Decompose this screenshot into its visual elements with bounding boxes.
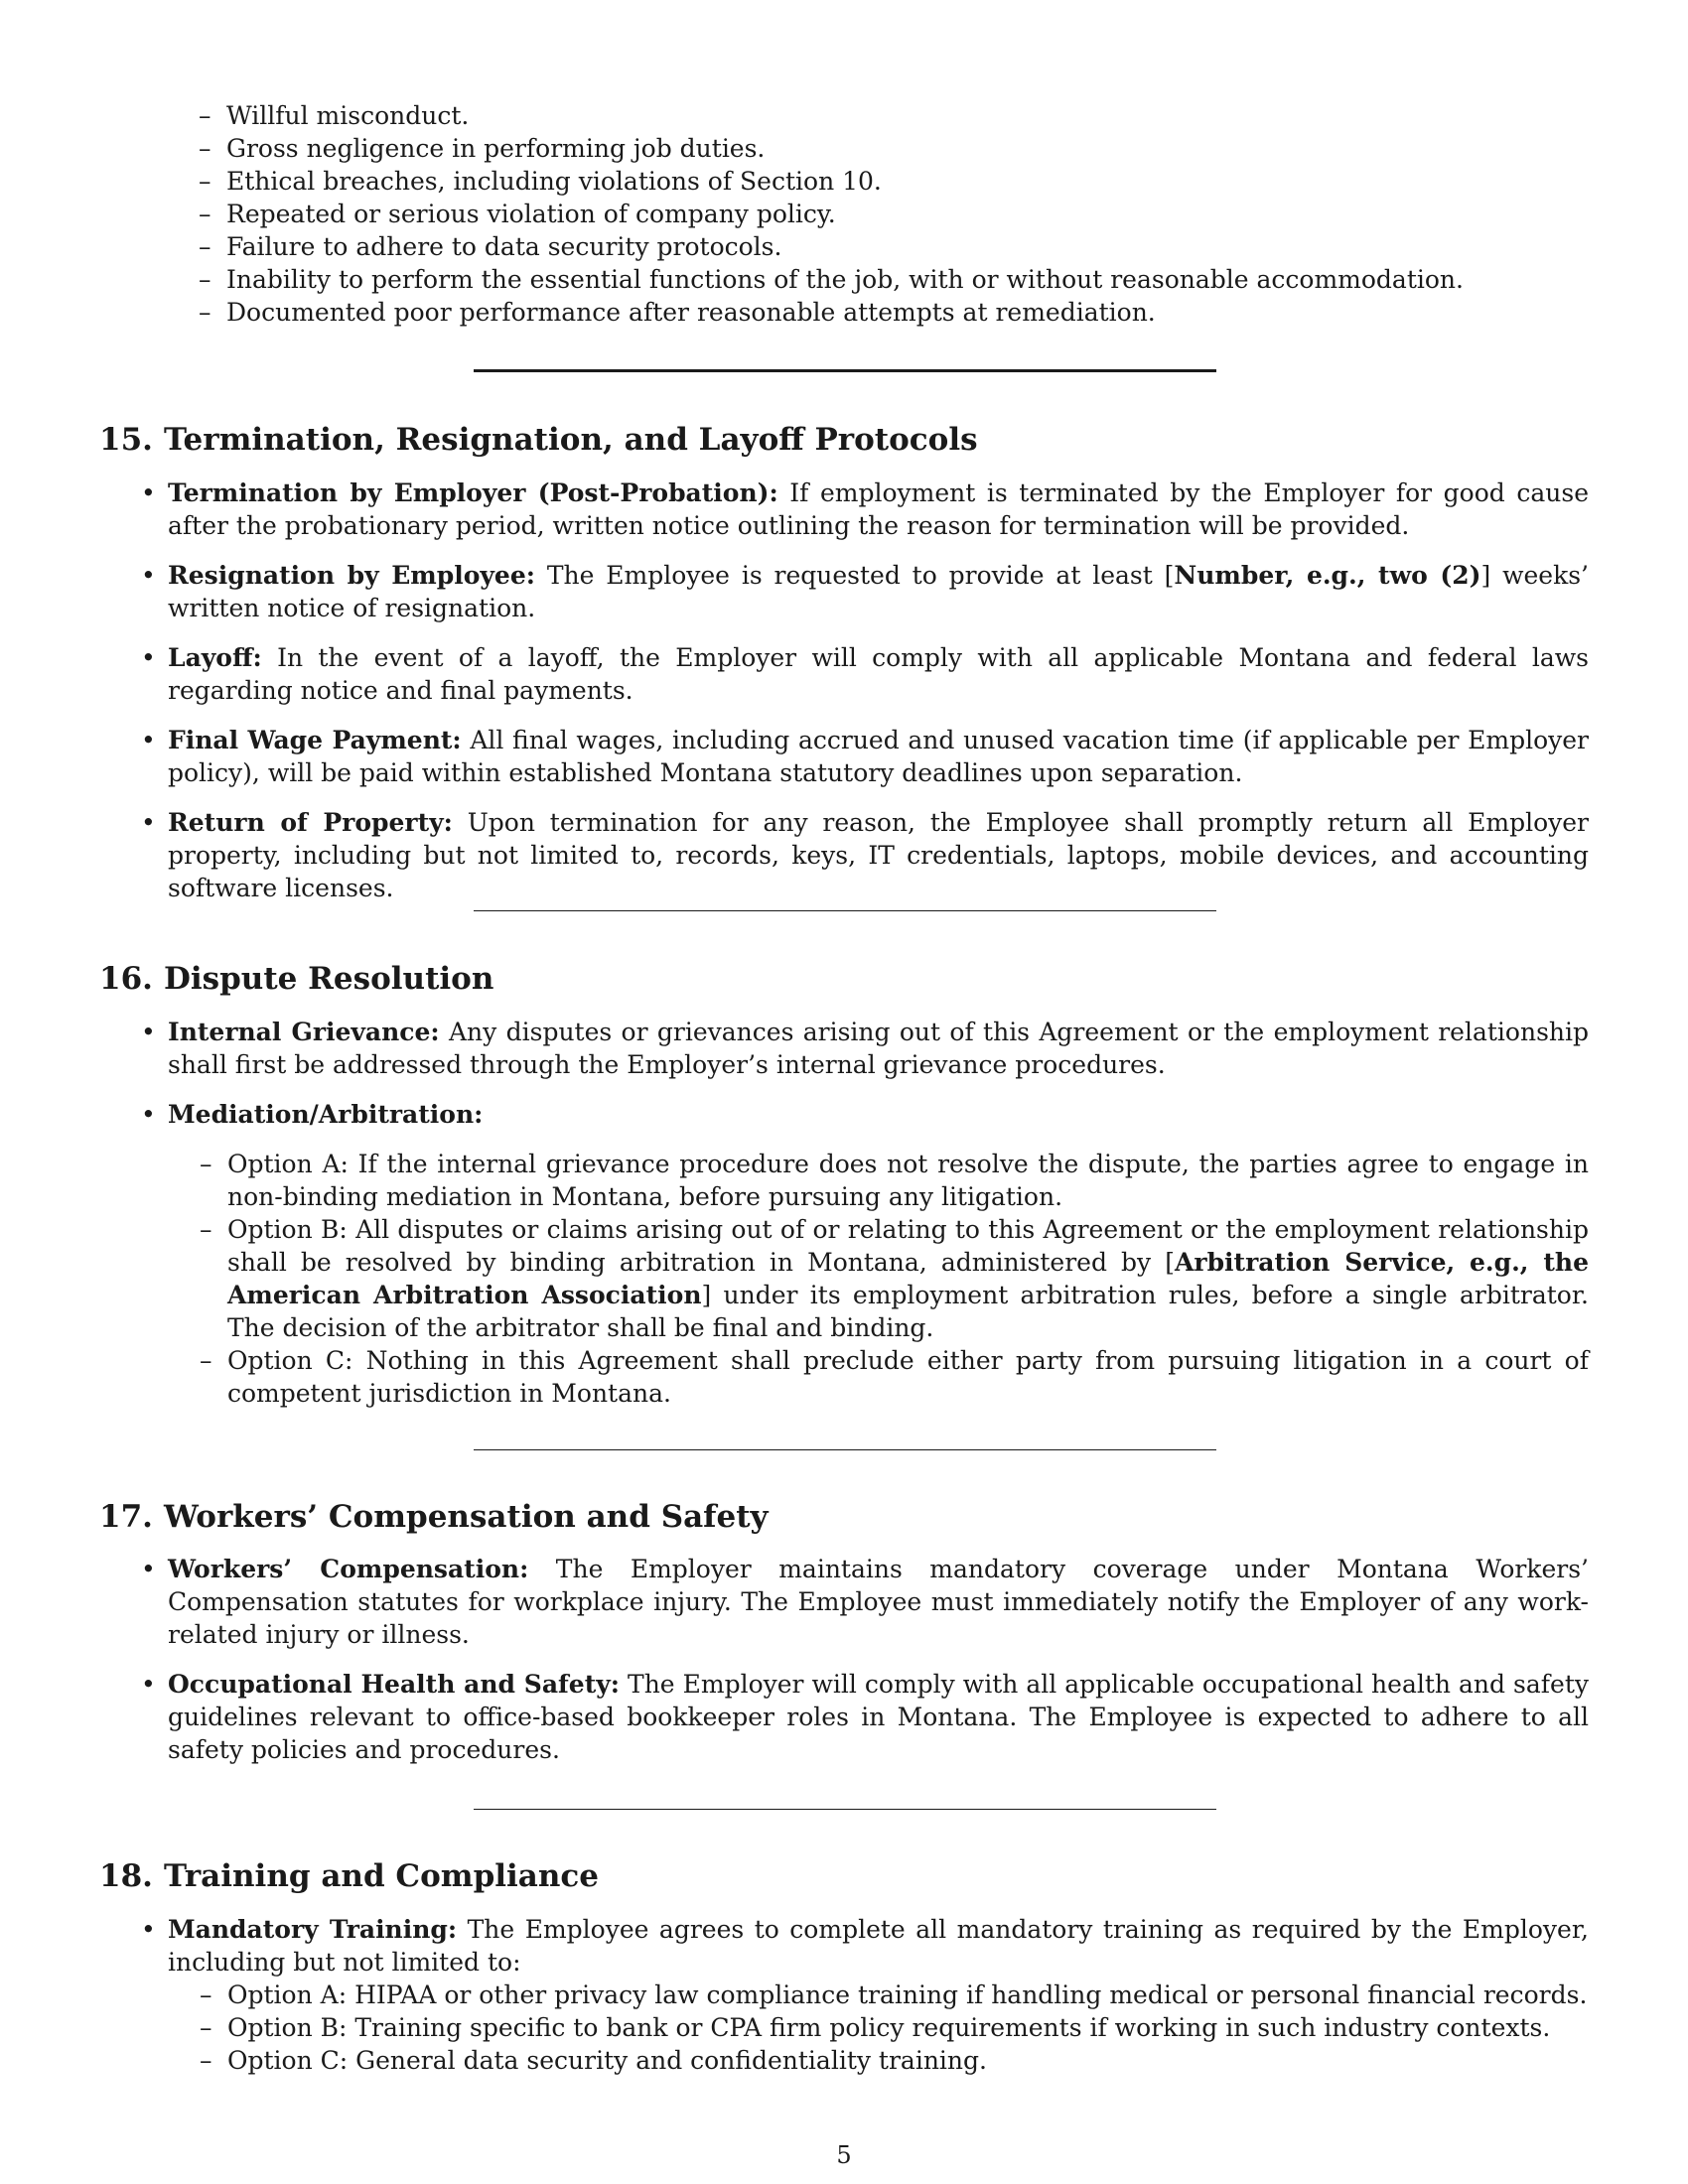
list-item: [168, 641, 1589, 707]
section-17-list: [99, 1553, 1589, 1783]
section-title: Workers’ Compensation and Safety: [164, 1499, 769, 1535]
training-options: [168, 1979, 1589, 2077]
list-item: [168, 559, 1589, 624]
section-divider: [474, 910, 1216, 911]
item-label: Occupational Health and Safety:: [168, 1670, 621, 1699]
section-divider: [474, 1449, 1216, 1450]
item-label: Return of Property:: [168, 808, 453, 837]
page-number: 5: [836, 2141, 852, 2169]
option-item: – Option B: Training specific to bank or CPA firm policy requirements if working in such industry contexts.: [227, 2011, 1589, 2044]
section-18-list: [99, 1913, 1589, 2094]
item-text: Any disputes or grievances arising out of this Agreement or the employment relationship shall first be addressed through the Employer’s internal grievance procedures.: [168, 1018, 1589, 1079]
item-text: In the event of a layoff, the Employer will comply with all applicable Montana and federal laws regarding notice and final payments.: [168, 643, 1589, 705]
section-number: 17.: [99, 1499, 153, 1535]
document-page: [99, 0, 1589, 2184]
section-16-list: [99, 1016, 1589, 1427]
list-item: – Ethical breaches, including violations of Section 10.: [226, 165, 1589, 198]
option-item: – Option C: Nothing in this Agreement shall preclude either party from pursuing litigation in a court of competent jurisdiction in Montana.: [227, 1344, 1589, 1410]
section-title: Training and Compliance: [164, 1858, 600, 1894]
item-text: The Employee agrees to complete all mandatory training as required by the Employer, including but not limited to:: [168, 1915, 1589, 1977]
section-heading-18: [99, 1856, 1589, 1896]
item-text: The Employee is requested to provide at least [: [534, 561, 1175, 590]
list-item: [168, 1913, 1589, 2077]
section-divider: [474, 1809, 1216, 1810]
item-text: The Employer will comply with all applicable occupational health and safety guidelines relevant to office-based bookkeeper roles in Montana. The Employee is expected to adhere to all safety policies and procedures.: [168, 1670, 1589, 1764]
option-item: [227, 1213, 1589, 1344]
good-cause-list: [99, 99, 1589, 329]
item-label: Internal Grievance:: [168, 1018, 440, 1046]
list-item: [168, 806, 1589, 904]
list-item: [168, 1553, 1589, 1651]
section-number: 18.: [99, 1858, 153, 1894]
item-text: All final wages, including accrued and unused vacation time (if applicable per Employer policy), will be paid within established Montana statutory deadlines upon separation.: [168, 726, 1589, 787]
placeholder-text: Number, e.g., two (2): [1174, 561, 1481, 590]
item-text: The Employer maintains mandatory coverage under Montana Workers’ Compensation statutes for workplace injury. The Employee must immediately notify the Employer of any work-related injury or illness.: [168, 1555, 1589, 1649]
item-label: Resignation by Employee:: [168, 561, 535, 590]
list-item: [168, 724, 1589, 789]
section-heading-16: [99, 959, 1589, 999]
list-item: – Documented poor performance after reasonable attempts at remediation.: [226, 296, 1589, 329]
section-number: 16.: [99, 961, 153, 997]
option-text: ] under its employment arbitration rules, before a single arbitrator. The decision of the arbitrator shall be final and binding.: [227, 1281, 1589, 1342]
placeholder-text: Arbitration Service, e.g., the American Arbitration Association: [227, 1248, 1589, 1309]
item-label: Final Wage Payment:: [168, 726, 462, 754]
item-label: Workers’ Compensation:: [168, 1555, 529, 1583]
mediation-options: [168, 1148, 1589, 1410]
list-item: [168, 477, 1589, 542]
option-text: Option B: All disputes or claims arising out of or relating to this Agreement or the employment relationship shall be resolved by binding arbitration in Montana, administered by [: [227, 1215, 1589, 1277]
item-label: Mandatory Training:: [168, 1915, 458, 1944]
option-item: – Option A: If the internal grievance procedure does not resolve the dispute, the parties agree to engage in non-binding mediation in Montana, before pursuing any litigation.: [227, 1148, 1589, 1213]
list-item: [168, 1668, 1589, 1766]
list-item: – Gross negligence in performing job duties.: [226, 132, 1589, 165]
section-heading-15: [99, 420, 1589, 460]
item-text: Upon termination for any reason, the Employee shall promptly return all Employer property, including but not limited to, records, keys, IT credentials, laptops, mobile devices, and accounting software licenses.: [168, 808, 1589, 902]
section-title: Dispute Resolution: [164, 961, 494, 997]
list-item: – Willful misconduct.: [226, 99, 1589, 132]
section-15-list: [99, 477, 1589, 921]
section-divider: [474, 369, 1216, 372]
list-item: – Inability to perform the essential functions of the job, with or without reasonable accommodation.: [226, 263, 1589, 296]
list-item: [168, 1016, 1589, 1081]
list-item: – Failure to adhere to data security protocols.: [226, 230, 1589, 263]
item-label: Layoff:: [168, 643, 262, 672]
item-text: If employment is terminated by the Employer for good cause after the probationary period, written notice outlining the reason for termination will be provided.: [168, 478, 1589, 540]
option-item: – Option A: HIPAA or other privacy law compliance training if handling medical or personal financial records.: [227, 1979, 1589, 2011]
section-heading-17: [99, 1497, 1589, 1537]
option-item: – Option C: General data security and confidentiality training.: [227, 2044, 1589, 2077]
list-item: – Repeated or serious violation of company policy.: [226, 198, 1589, 230]
item-text: ] weeks’ written notice of resignation.: [168, 561, 1589, 622]
section-number: 15.: [99, 422, 153, 458]
section-title: Termination, Resignation, and Layoff Protocols: [164, 422, 978, 458]
item-label: Mediation/Arbitration:: [168, 1100, 484, 1129]
item-label: Termination by Employer (Post-Probation):: [168, 478, 778, 507]
list-item: [168, 1098, 1589, 1410]
